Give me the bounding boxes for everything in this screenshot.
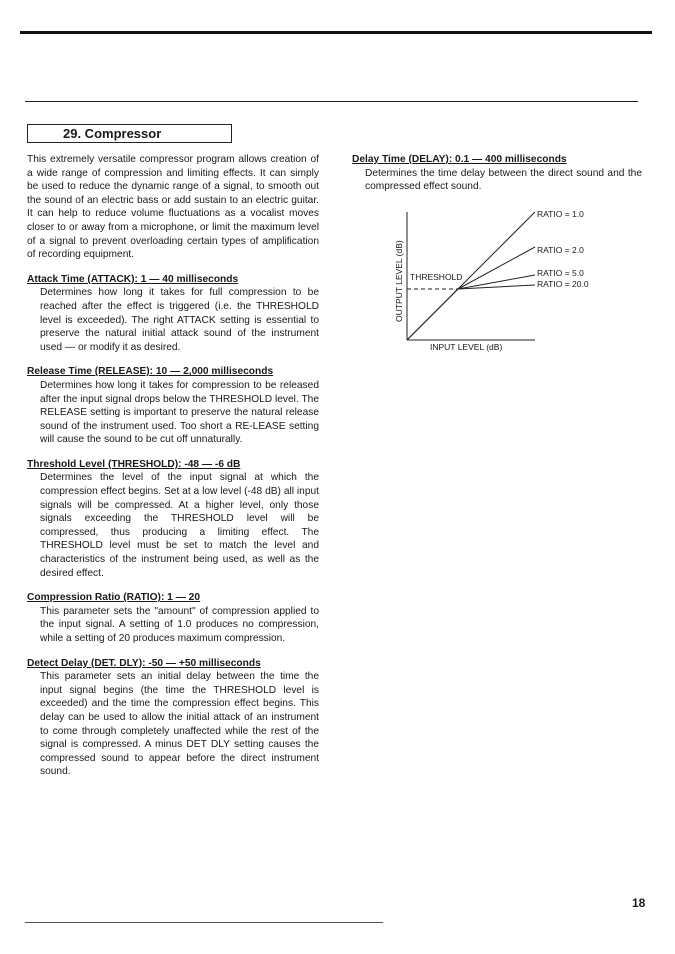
top-rule (20, 31, 652, 34)
threshold-body: Determines the level of the input signal at which the compression effect begins. Set at a low level (-48 dB) all input signals will be compressed. At a higher level, only those signals exceeding the THRESHOLD level will be compressed, thus producing a limiting effect. The THRESHOLD level must be set to match the level and characteristics of the instrument being used, as well as the desired effect. (40, 472, 319, 579)
threshold-label: THRESHOLD (410, 272, 463, 282)
delay-body: Determines the time delay between the direct sound and the compressed effect sound. (365, 167, 642, 193)
ratio-label-20: RATIO = 20.0 (537, 279, 589, 289)
compression-graph-svg (390, 200, 640, 360)
compression-graph (390, 200, 640, 360)
ratio-heading: Compression Ratio (RATIO): 1 — 20 (27, 592, 201, 604)
detect-delay-heading: Detect Delay (DET. DLY): -50 — +50 milliseconds (27, 657, 261, 669)
bottom-rule (25, 922, 383, 923)
section-title-box (27, 124, 232, 143)
release-heading: Release Time (RELEASE): 10 — 2,000 milliseconds (27, 366, 274, 378)
attack-body: Determines how long it takes for full compression to be reached after the effect is triggered (i.e. the THRESHOLD level is exceeded). The right ATTACK setting is essential to preserve the natural initial attack sound of the instrument used — or modify it as desired. (40, 287, 319, 353)
threshold-heading: Threshold Level (THRESHOLD): -48 — -6 dB (27, 458, 241, 470)
delay-heading: Delay Time (DELAY): 0.1 — 400 milliseconds (352, 154, 567, 165)
ratio-label-5: RATIO = 5.0 (537, 268, 584, 278)
page-number: 18 (632, 896, 646, 910)
ratio-label-1: RATIO = 1.0 (537, 209, 584, 219)
x-axis-label: INPUT LEVEL (dB) (430, 342, 503, 352)
section-title: 29. Compressor (63, 126, 162, 141)
right-column (352, 153, 642, 194)
release-body: Determines how long it takes for compression to be released after the input signal drops below the THRESHOLD level. The RELEASE setting is important to preserve the natural release sound of the instrument used. Too short a RE-LEASE setting will cause the sound to be cut off unnaturally. (40, 379, 319, 446)
y-axis-label: OUTPUT LEVEL (dB) (394, 240, 404, 322)
header-rule (25, 101, 638, 102)
ratio-label-2: RATIO = 2.0 (537, 245, 584, 255)
ratio-2-line (458, 247, 535, 289)
below-threshold-line (407, 289, 458, 340)
intro-paragraph: This extremely versatile compressor program allows creation of a wide range of compression and limiting effects. It can simply be used to reduce the dynamic range of a signal, to smooth out the sound of an electric bass or add sustain to an electric guitar. It can help to reduce volume fluctuations as a vocalist moves closer to or away from a microphone, or limit the maximum level of a signal to prevent overloading certain types of amplification of recording equipment. (27, 154, 319, 261)
detect-delay-body: This parameter sets an initial delay between the time the input signal begins (the time the THRESHOLD level is exceeded) and the time the compression effect begins. This delay can be used to allow the initial attack of an instrument to come through completely unaffected while the rest of the signal is compressed. A minus DET DLY setting causes the compressed sound to appear before the direct instrument sound. (40, 671, 319, 778)
left-column (27, 153, 319, 779)
attack-heading: Attack Time (ATTACK): 1 — 40 milliseconds (27, 273, 239, 285)
ratio-body: This parameter sets the "amount" of compression applied to the input signal. A setting of 1.0 produces no compression, while a setting of 20 produces maximum compression. (40, 605, 319, 644)
